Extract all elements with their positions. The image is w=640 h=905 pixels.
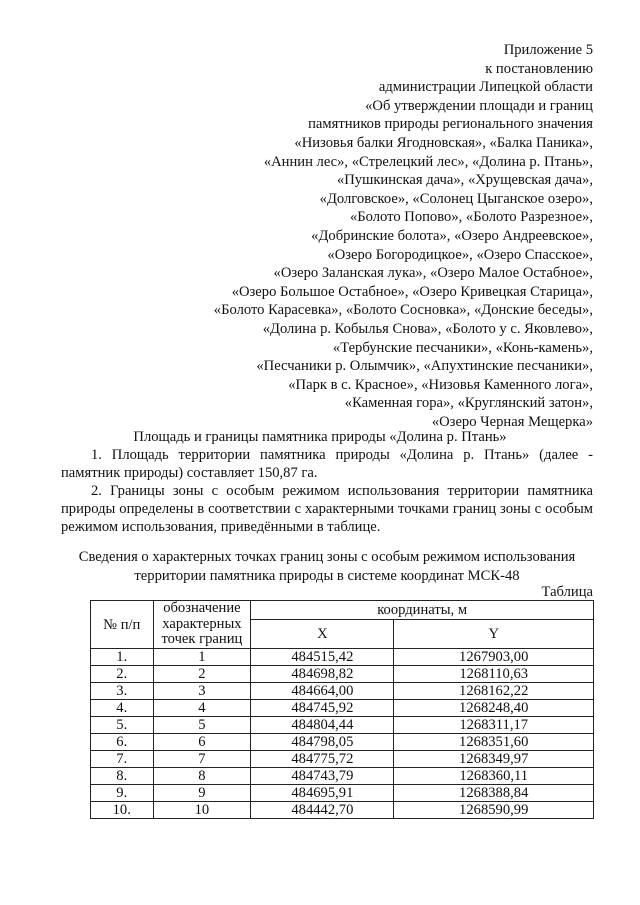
cell-y: 1268349,97 <box>394 751 594 768</box>
header-line: «Низовья балки Ягодновская», «Балка Паника», <box>294 134 593 151</box>
header-line: «Тербунские песчаники», «Конь-камень», <box>332 339 593 356</box>
header-line: администрации Липецкой области <box>378 79 593 96</box>
cell-number: 7. <box>91 751 154 768</box>
cell-point: 1 <box>153 649 251 666</box>
cell-number: 2. <box>91 666 154 683</box>
table-row <box>91 700 594 717</box>
header-line: «Парк в с. Красное», «Низовья Каменного лога», <box>288 376 593 393</box>
cell-y: 1268110,63 <box>394 666 594 683</box>
appendix-header <box>153 41 593 431</box>
table-row <box>91 666 594 683</box>
header-line: «Озеро Богородицкое», «Озеро Спасское», <box>327 246 593 263</box>
col-header-number: № п/п <box>91 601 154 649</box>
cell-point: 10 <box>153 802 251 819</box>
cell-point: 2 <box>153 666 251 683</box>
table-row <box>91 751 594 768</box>
cell-y: 1268162,22 <box>394 683 594 700</box>
cell-y: 1268360,11 <box>394 768 594 785</box>
header-line: к постановлению <box>485 60 593 77</box>
header-line: «Об утверждении площади и границ <box>365 97 593 114</box>
cell-number: 5. <box>91 717 154 734</box>
table-row <box>91 683 594 700</box>
cell-y: 1268311,17 <box>394 717 594 734</box>
cell-x: 484442,70 <box>251 802 394 819</box>
header-line: «Каменная гора», «Круглянский затон», <box>344 395 593 412</box>
cell-y: 1267903,00 <box>394 649 594 666</box>
header-line: «Песчаники р. Олымчик», «Апухтинские песчаники», <box>256 358 593 375</box>
header-line: «Болото Карасевка», «Болото Сосновка», «Донские беседы», <box>213 302 593 319</box>
cell-point: 3 <box>153 683 251 700</box>
header-line: «Озеро Черная Мещерка» <box>431 413 593 430</box>
cell-x: 484798,05 <box>251 734 394 751</box>
cell-y: 1268248,40 <box>394 700 594 717</box>
header-line: «Долговское», «Солонец Цыганское озеро», <box>319 190 593 207</box>
table-label: Таблица <box>541 584 593 600</box>
cell-y: 1268351,60 <box>394 734 594 751</box>
coordinates-table <box>90 600 594 819</box>
table-row <box>91 734 594 751</box>
table-caption-line: территории памятника природы в системе координат МСК-48 <box>134 567 520 584</box>
col-header-y: Y <box>394 620 594 649</box>
header-line: «Озеро Заланская лука», «Озеро Малое Остабное», <box>273 265 593 282</box>
cell-number: 8. <box>91 768 154 785</box>
table-caption <box>61 548 593 585</box>
cell-number: 10. <box>91 802 154 819</box>
col-header-point-line: характерных <box>162 615 242 632</box>
cell-x: 484698,82 <box>251 666 394 683</box>
cell-point: 4 <box>153 700 251 717</box>
cell-number: 1. <box>91 649 154 666</box>
col-header-point-line: обозначение <box>163 600 241 617</box>
cell-point: 7 <box>153 751 251 768</box>
cell-point: 9 <box>153 785 251 802</box>
cell-x: 484515,42 <box>251 649 394 666</box>
col-header-point-line: точек границ <box>161 631 243 648</box>
table-row <box>91 649 594 666</box>
table-row <box>91 785 594 802</box>
col-header-x: X <box>251 620 394 649</box>
table-caption-line: Сведения о характерных точках границ зоны с особым режимом использования <box>78 549 576 565</box>
col-header-coordinates: координаты, м <box>251 601 594 620</box>
cell-x: 484695,91 <box>251 785 394 802</box>
cell-point: 6 <box>153 734 251 751</box>
paragraph-area: 1. Площадь территории памятника природы «Долина р. Птань» (далее - памятник природы) составляет 150,87 га. <box>61 447 593 482</box>
cell-y: 1268590,99 <box>394 802 594 819</box>
table-row <box>91 802 594 819</box>
cell-x: 484743,79 <box>251 768 394 785</box>
col-header-point <box>153 601 251 649</box>
cell-point: 5 <box>153 717 251 734</box>
section-title: Площадь и границы памятника природы «Долина р. Птань» <box>133 429 507 445</box>
table-row <box>91 768 594 785</box>
cell-x: 484664,00 <box>251 683 394 700</box>
header-line: памятников природы регионального значения <box>308 116 593 133</box>
header-line: «Пушкинская дача», «Хрущевская дача», <box>336 172 593 189</box>
cell-point: 8 <box>153 768 251 785</box>
cell-number: 3. <box>91 683 154 700</box>
header-line: «Аннин лес», «Стрелецкий лес», «Долина р. Птань», <box>263 153 593 170</box>
header-line: «Добринские болота», «Озеро Андреевское», <box>311 227 593 244</box>
header-line: Приложение 5 <box>503 42 593 58</box>
cell-number: 9. <box>91 785 154 802</box>
paragraph-boundaries: 2. Границы зоны с особым режимом использования территории памятника природы определены в соответствии с характерными точками границ зоны с особым режимом использования, приведёнными в таблице. <box>61 483 593 536</box>
cell-number: 6. <box>91 734 154 751</box>
cell-number: 4. <box>91 700 154 717</box>
cell-x: 484745,92 <box>251 700 394 717</box>
cell-x: 484775,72 <box>251 751 394 768</box>
table-row <box>91 717 594 734</box>
header-line: «Болото Попово», «Болото Разрезное», <box>349 209 593 226</box>
cell-x: 484804,44 <box>251 717 394 734</box>
header-line: «Озеро Большое Остабное», «Озеро Кривецкая Старица», <box>231 283 593 300</box>
cell-y: 1268388,84 <box>394 785 594 802</box>
header-line: «Долина р. Кобылья Снова», «Болото у с. Яковлево», <box>262 320 593 337</box>
